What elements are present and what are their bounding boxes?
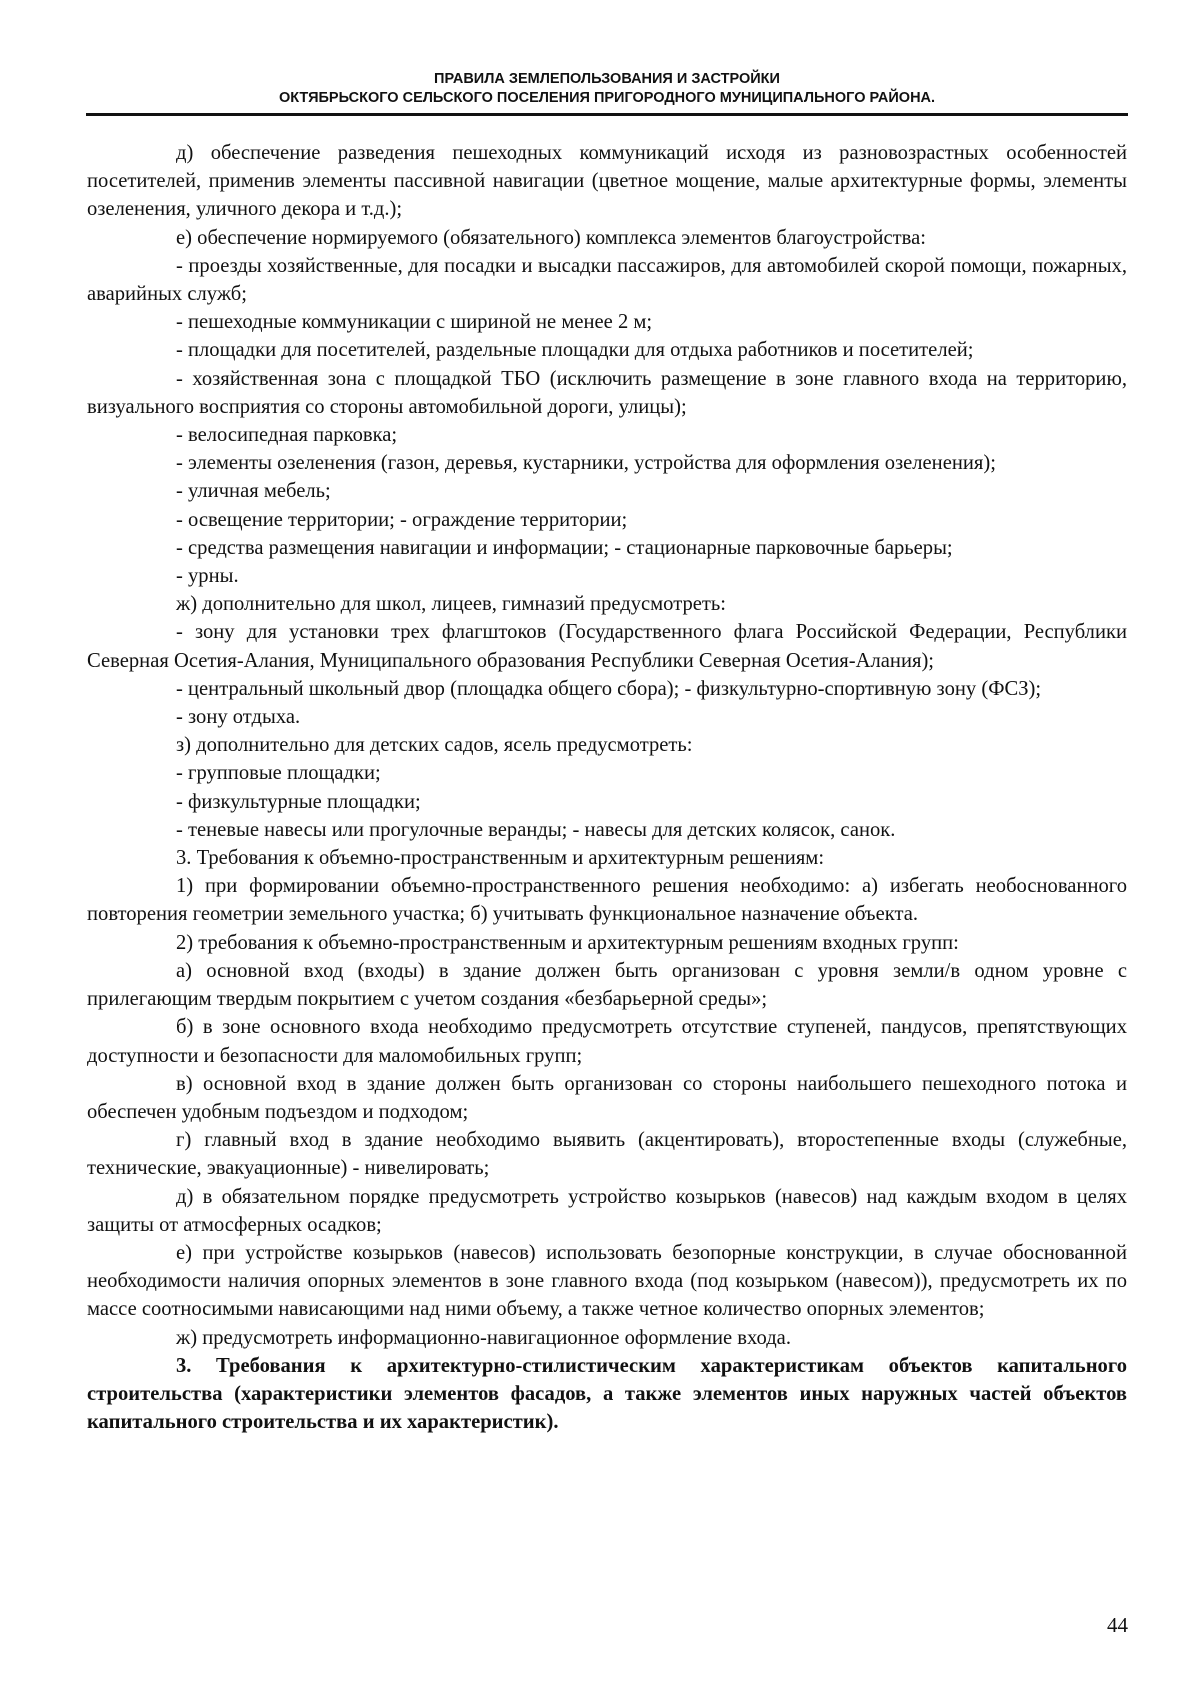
list-item: - теневые навесы или прогулочные веранды; - навесы для детских колясок, санок. <box>176 818 896 841</box>
paragraph: д) в обязательном порядке предусмотреть устройство козырьков (навесов) над каждым входом в целях защиты от атмосферных осадков; <box>87 1185 1127 1236</box>
list-item: - велосипедная парковка; <box>176 424 398 447</box>
list-item: - проезды хозяйственные, для посадки и высадки пассажиров, для автомобилей скорой помощи, пожарных, аварийных служб; <box>87 254 1127 306</box>
paragraph: б) в зоне основного входа необходимо предусмотреть отсутствие ступеней, пандусов, препятствующих доступности и безопасности для маломобильных групп; <box>87 1016 1127 1067</box>
paragraph: з) дополнительно для детских садов, ясель предусмотреть: <box>176 734 693 757</box>
page-number: 44 <box>1107 1613 1128 1637</box>
paragraph: д) обеспечение разведения пешеходных коммуникаций исходя из разновозрастных особенностей посетителей, применив элементы пассивной навигации (цветное мощение, малые архитектурные формы, элементы озеленения, уличного декора и т.д.); <box>87 142 1127 221</box>
section-heading: 3. Требования к объемно-пространственным и архитектурным решениям: <box>176 847 825 870</box>
list-item: - уличная мебель; <box>176 480 331 503</box>
list-item: - средства размещения навигации и информации; - стационарные парковочные барьеры; <box>176 536 953 559</box>
list-item: - урны. <box>176 565 239 588</box>
paragraph: 1) при формировании объемно-пространственного решения необходимо: а) избегать необоснованного повторения геометрии земельного участка; б) учитывать функциональное назначение объекта. <box>87 875 1127 926</box>
bold-section-heading: 3. Требования к архитектурно-стилистическим характеристикам объектов капитального строительства (характеристики элементов фасадов, а также элементов иных наружных частей объектов капитального строительства и их характеристик). <box>87 1354 1127 1434</box>
header-line-1: ПРАВИЛА ЗЕМЛЕПОЛЬЗОВАНИЯ И ЗАСТРОЙКИ <box>434 71 780 87</box>
paragraph: г) главный вход в здание необходимо выявить (акцентировать), второстепенные входы (служебные, технические, эвакуационные) - нивелировать; <box>87 1129 1127 1180</box>
paragraph: а) основной вход (входы) в здание должен быть организован с уровня земли/в одном уровне с прилегающим твердым покрытием с учетом создания «безбарьерной среды»; <box>87 959 1127 1011</box>
paragraph: е) при устройстве козырьков (навесов) использовать безопорные конструкции, в случае обоснованной необходимости наличия опорных элементов в зоне главного входа (под козырьком (навесом)), предусмотреть их по массе соотносимыми нависающими над ними объему, а также четное количество опорных элементов; <box>87 1241 1127 1321</box>
list-item: - зону отдыха. <box>176 706 301 729</box>
list-item: - физкультурные площадки; <box>176 790 421 813</box>
header-rule <box>86 113 1128 116</box>
running-header <box>86 70 1128 108</box>
list-item: - пешеходные коммуникации с шириной не менее 2 м; <box>176 311 653 334</box>
list-item: - площадки для посетителей, раздельные площадки для отдыха работников и посетителей; <box>176 339 974 362</box>
list-item: - хозяйственная зона с площадкой ТБО (исключить размещение в зоне главного входа на территорию, визуального восприятия со стороны автомобильной дороги, улицы); <box>87 367 1127 418</box>
list-item: - центральный школьный двор (площадка общего сбора); - физкультурно-спортивную зону (ФСЗ); <box>176 677 1042 700</box>
list-item: - групповые площадки; <box>176 762 381 785</box>
list-item: - зону для установки трех флагштоков (Государственного флага Российской Федерации, Республики Северная Осетия-Алания, Муниципального образования Республики Северная Осетия-Алания); <box>87 621 1127 672</box>
list-item: - освещение территории; - ограждение территории; <box>176 508 628 531</box>
list-item: - элементы озеленения (газон, деревья, кустарники, устройства для оформления озеленения); <box>176 452 996 475</box>
header-line-2: ОКТЯБРЬСКОГО СЕЛЬСКОГО ПОСЕЛЕНИЯ ПРИГОРОДНОГО МУНИЦИПАЛЬНОГО РАЙОНА. <box>278 90 936 106</box>
paragraph: 2) требования к объемно-пространственным и архитектурным решениям входных групп: <box>176 931 959 954</box>
paragraph: ж) предусмотреть информационно-навигационное оформление входа. <box>176 1326 791 1349</box>
paragraph: ж) дополнительно для школ, лицеев, гимназий предусмотреть: <box>176 593 727 616</box>
paragraph: е) обеспечение нормируемого (обязательного) комплекса элементов благоустройства: <box>176 226 926 249</box>
paragraph: в) основной вход в здание должен быть организован со стороны наибольшего пешеходного потока и обеспечен удобным подъездом и подходом; <box>87 1072 1127 1123</box>
document-body <box>87 139 1127 1436</box>
